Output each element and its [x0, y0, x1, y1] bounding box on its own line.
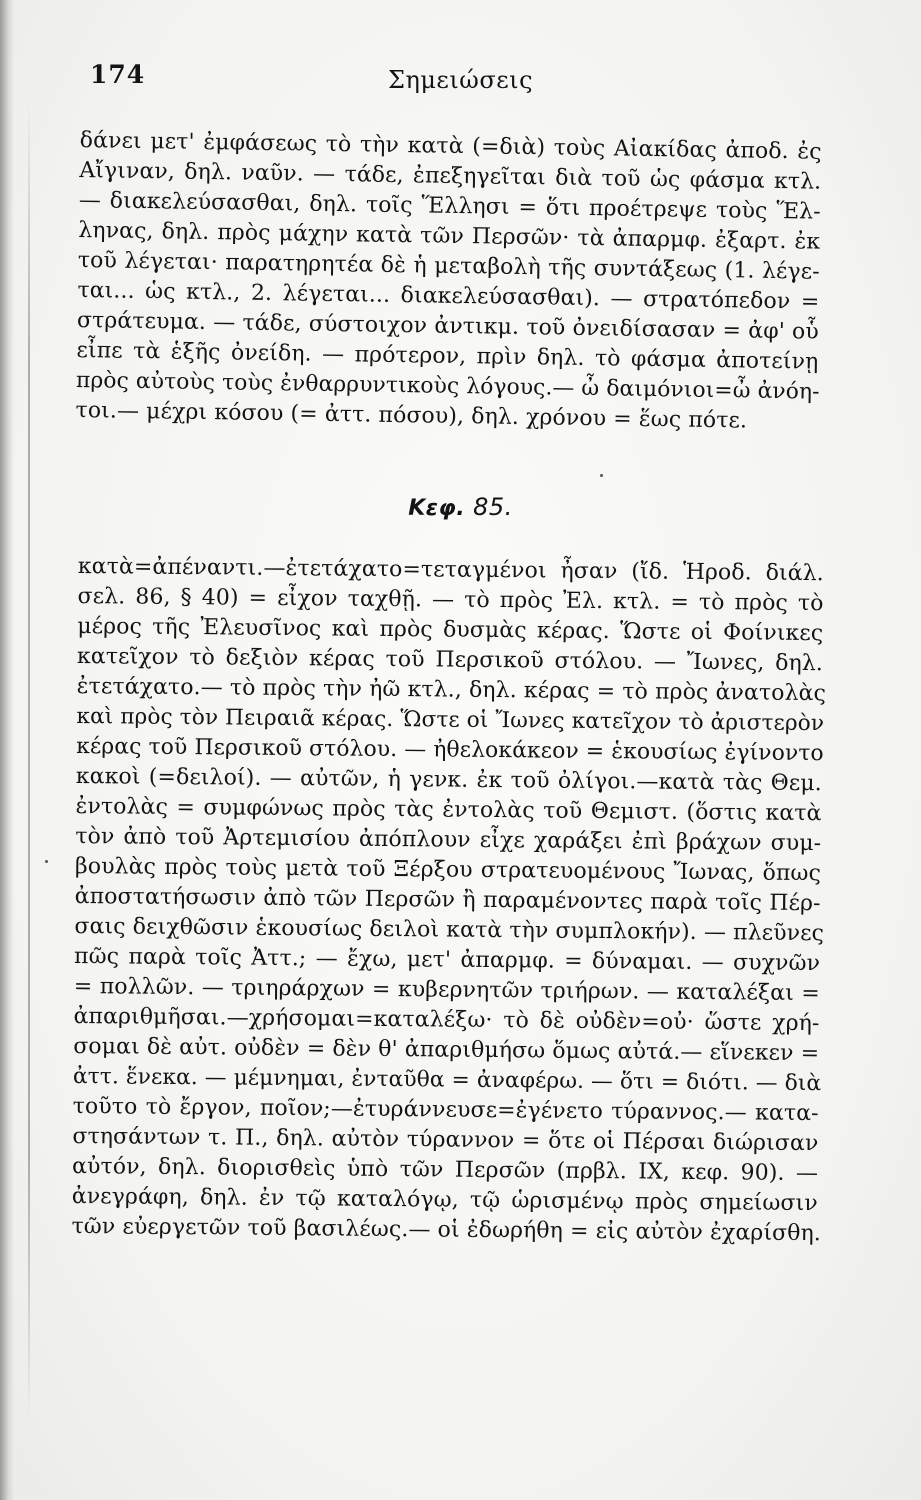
text-line: ἀνεγράφη, δηλ. ἐν τῷ καταλόγῳ, τῷ ὡρισμένῳ πρὸς σημείωσιν: [71, 1183, 818, 1217]
text-line: κατὰ=ἀπέναντι.—ἐτετάχατο=τεταγμένοι ἦσαν (ἴδ. Ἡροδ. διάλ.: [77, 553, 824, 587]
page-number: 174: [90, 60, 146, 89]
text-line: βουλὰς πρὸς τοὺς μετὰ τοῦ Ξέρξου στρατευομένους Ἴωνας, ὅπως: [74, 853, 822, 887]
text-line: = πολλῶν. — τριηράρχων = κυβερνητῶν τριήρων. — καταλέξαι =: [73, 973, 820, 1007]
text-line: σελ. 86, § 40) = εἶχον ταχθῇ. — τὸ πρὸς Ἐλ. κτλ. = τὸ πρὸς τὸ: [77, 583, 824, 617]
text-line: μέρος τῆς Ἐλευσῖνος καὶ πρὸς δυσμὰς κέρας. Ὥστε οἱ Φοίνικες: [77, 613, 824, 647]
text-line: αὐτόν, δηλ. διορισθεὶς ὑπὸ τῶν Περσῶν (πρβλ. ΙΧ, κεφ. 90). —: [71, 1153, 819, 1187]
text-line: ἐτετάχατο.— τὸ πρὸς τὴν ἠῶ κτλ., δηλ. κέρας = τὸ πρὸς ἀνατολὰς: [76, 673, 827, 707]
text-line: τοῦτο τὸ ἔργον, ποῖον;—ἐτυράννευσε=ἐγένετο τύραννος.— κατα-: [72, 1093, 819, 1127]
running-head: Σημειώσεις: [387, 66, 534, 94]
text-line: ἀττ. ἕνεκα. — μέμνημαι, ἐνταῦθα = ἀναφέρω. — ὅτι = διότι. — διὰ: [72, 1063, 822, 1097]
chapter-heading: [0, 493, 921, 521]
ink-speck: [600, 474, 603, 477]
text-line: πῶς παρὰ τοῖς Ἀττ.; — ἔχω, μετ' ἀπαρμφ. = δύναμαι. — συχνῶν: [73, 943, 821, 977]
text-line: Αἴγιναν, δηλ. ναῦν. — τάδε, ἐπεξηγεῖται διὰ τοῦ ὡς φάσμα κτλ.: [79, 157, 822, 195]
text-line: ἐντολὰς = συμφώνως πρὸς τὰς ἐντολὰς τοῦ Θεμιστ. (ὅστις κατὰ: [75, 793, 822, 827]
text-line: εἶπε τὰ ἑξῆς ὀνείδη. — πρότερον, πρὶν δηλ. τὸ φάσμα ἀποτείνῃ: [76, 337, 819, 375]
text-line: ληνας, δηλ. πρὸς μάχην κατὰ τῶν Περσῶν· τὰ ἀπαρμφ. ἐξαρτ. ἐκ: [78, 217, 821, 255]
chapter-number: 85.: [473, 493, 513, 521]
chapter-label: Κεφ.: [408, 496, 466, 521]
notes-block-two: [71, 552, 827, 1249]
text-line: στησάντων τ. Π., δηλ. αὐτὸν τύραννον = ὅτε οἱ Πέρσαι διώρισαν: [72, 1123, 819, 1157]
text-line: τὸν ἀπὸ τοῦ Ἀρτεμισίου ἀπόπλουν εἶχε χαράξει ἐπὶ βράχων συμ-: [75, 823, 822, 857]
text-line: σαις δειχθῶσιν ἑκουσίως δειλοὶ κατὰ τὴν συμπλοκήν). — πλεῦνες: [74, 913, 825, 947]
text-line: σομαι δὲ αὐτ. οὐδὲν = δὲν θ' ἀπαριθμήσω ὅμως αὐτά.— εἵνεκεν =: [73, 1033, 820, 1067]
text-line: δάνει μετ' ἐμφάσεως τὸ τὴν κατὰ (=διὰ) τοὺς Αἰακίδας ἀποδ. ἐς: [79, 127, 822, 165]
ink-speck: [45, 860, 48, 863]
text-line: τοῦ λέγεται· παρατηρητέα δὲ ἡ μεταβολὴ τῆς συντάξεως (1. λέγε-: [77, 247, 820, 285]
text-line: κακοὶ (=δειλοί). — αὐτῶν, ἡ γενκ. ἐκ τοῦ ὀλίγοι.—κατὰ τὰς Θεμ.: [75, 763, 822, 797]
text-line: κατεῖχον τὸ δεξιὸν κέρας τοῦ Περσικοῦ στόλου. — Ἴωνες, δηλ.: [76, 643, 824, 677]
text-line: — διακελεύσασθαι, δηλ. τοῖς Ἕλλησι = ὅτι προέτρεψε τοὺς Ἕλ-: [78, 187, 821, 225]
text-line: καὶ πρὸς τὸν Πειραιᾶ κέρας. Ὥστε οἱ Ἴωνες κατεῖχον τὸ ἀριστερὸν: [76, 703, 825, 737]
text-line: τῶν εὐεργετῶν τοῦ βασιλέως.— οἱ ἐδωρήθη = εἰς αὐτὸν ἐχαρίσθη.: [71, 1213, 822, 1247]
text-line: ἀποστατήσωσιν ἀπὸ τῶν Περσῶν ἢ παραμένοντες παρὰ τοῖς Πέρ-: [74, 883, 821, 917]
text-line: ἀπαριθμῆσαι.—χρήσομαι=καταλέξω· τὸ δὲ οὐδὲν=οὐ· ὥστε χρή-: [73, 1003, 820, 1037]
notes-block-one: [75, 126, 822, 438]
text-line: στράτευμα. — τάδε, σύστοιχον ἀντικμ. τοῦ ὀνειδίσασαν = ἀφ' οὗ: [76, 307, 820, 345]
text-line: ται... ὡς κτλ., 2. λέγεται... διακελεύσασθαι). — στρατόπεδον =: [77, 277, 820, 315]
text-line: τοι.— μέχρι κόσου (= ἀττ. πόσου), δηλ. χρόνου = ἕως πότε.: [75, 397, 748, 434]
text-line: κέρας τοῦ Περσικοῦ στόλου. — ἠθελοκάκεον = ἑκουσίως ἐγίνοντο: [76, 733, 824, 767]
text-line: πρὸς αὐτοὺς τοὺς ἐνθαρρυντικοὺς λόγους.— ὦ δαιμόνιοι=ὦ ἀνόη-: [75, 367, 820, 405]
